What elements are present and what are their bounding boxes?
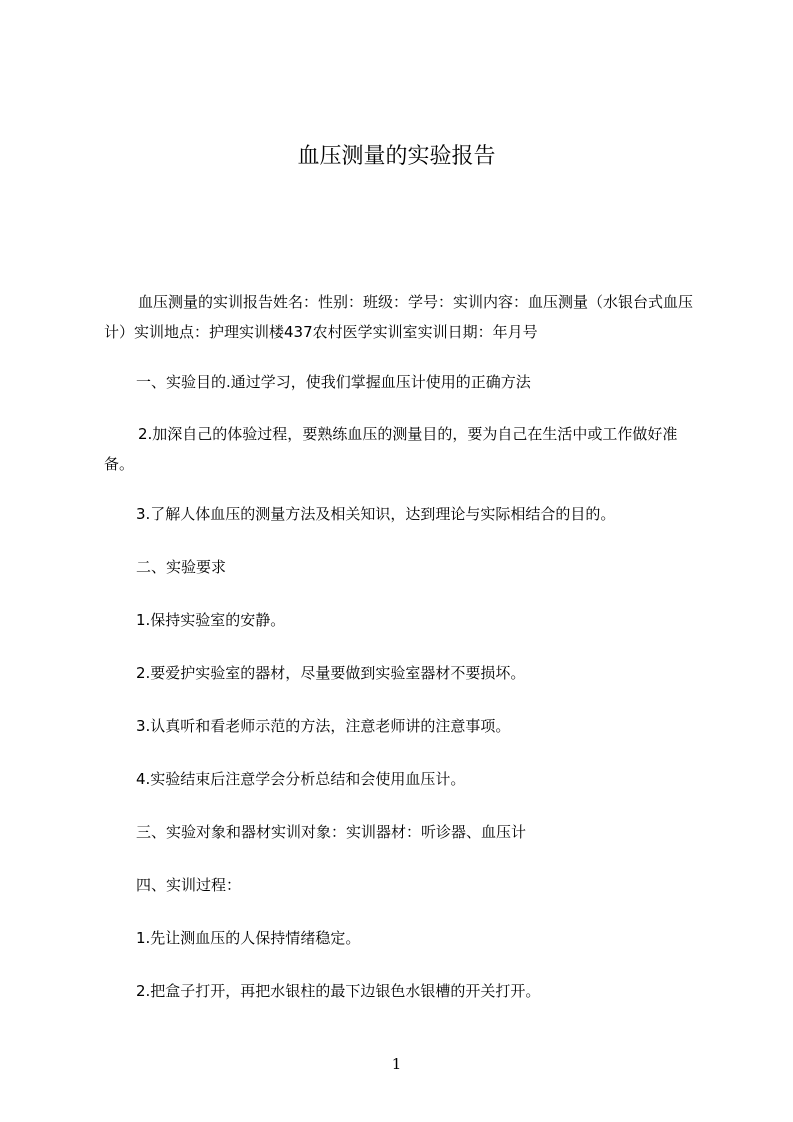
- page-title: 血压测量的实验报告: [297, 144, 496, 169]
- paragraph-item: 2.加深自己的体验过程，要熟练血压的测量目的，要为自己在生活中或工作做好准备。: [104, 425, 678, 473]
- paragraph-item: 2.要爱护实验室的器材，尽量要做到实验室器材不要损坏。: [136, 664, 526, 682]
- intro-paragraph: 血压测量的实训报告姓名：性别：班级：学号：实训内容：血压测量（水银台式血压计）实训地点：护理实训楼437农村医学实训室实训日期：年月号: [104, 293, 694, 341]
- section-heading-requirements: 二、实验要求: [136, 558, 227, 576]
- page-number: 1: [391, 1055, 402, 1073]
- section-heading-subjects-equipment: 三、实验对象和器材实训对象：实训器材：听诊器、血压计: [136, 823, 527, 841]
- paragraph-item: 1.先让测血压的人保持情绪稳定。: [136, 929, 361, 947]
- paragraph-item: 3.了解人体血压的测量方法及相关知识，达到理论与实际相结合的目的。: [136, 505, 616, 523]
- paragraph-item: 3.认真听和看老师示范的方法，注意老师讲的注意事项。: [136, 717, 511, 735]
- paragraph-item: 1.保持实验室的安静。: [136, 611, 286, 629]
- paragraph-item: 2.把盒子打开，再把水银柱的最下边银色水银槽的开关打开。: [136, 982, 541, 1000]
- section-heading-objectives: 一、实验目的.通过学习，使我们掌握血压计使用的正确方法: [136, 373, 531, 391]
- section-heading-procedure: 四、实训过程：: [136, 876, 242, 894]
- paragraph-item: 4.实验结束后注意学会分析总结和会使用血压计。: [136, 770, 466, 788]
